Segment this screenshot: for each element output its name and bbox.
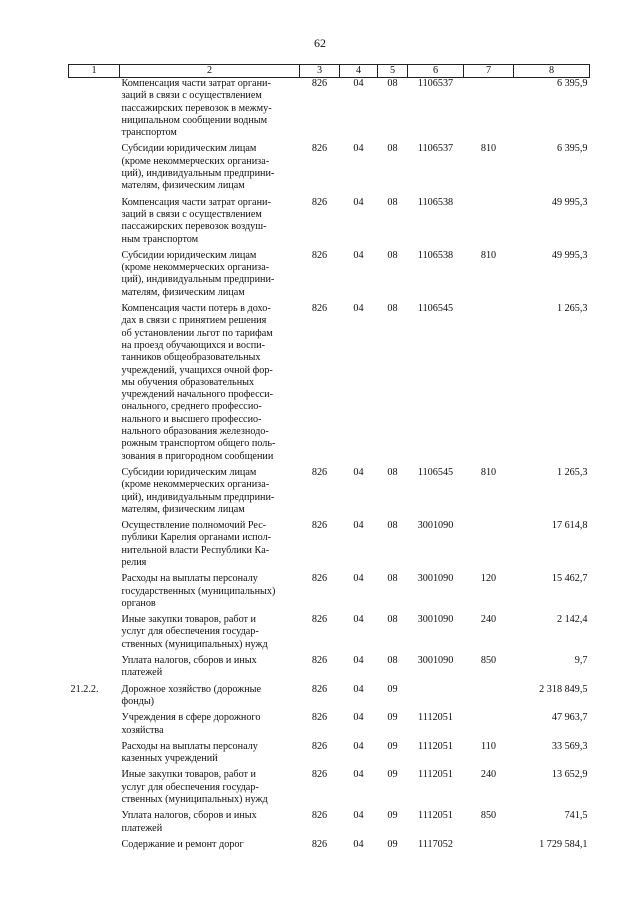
ministry-code: 826 — [311, 466, 328, 478]
description-line: платежей — [121, 667, 163, 679]
expense-type-code: 810 — [480, 466, 497, 478]
description-line: ций), индивидуальным предприни- — [121, 168, 275, 180]
description-line: ций), индивидуальным предприни- — [121, 274, 275, 286]
subsection-number: 08 — [387, 249, 398, 261]
description-line: дах в связи с принятием решения — [121, 315, 267, 327]
table-row — [69, 78, 590, 144]
subsection-number: 08 — [387, 196, 398, 208]
table-header — [69, 65, 590, 78]
target-article-code: 1106538 — [417, 196, 454, 208]
amount-value: 6 395,9 — [556, 78, 588, 89]
expense-type-code — [464, 684, 514, 713]
description-line: заций в связи с осуществлением — [121, 90, 262, 102]
section-number: 04 — [353, 712, 364, 724]
header-col-6: 6 — [408, 65, 464, 78]
expense-type-code: 240 — [480, 614, 497, 626]
section-code — [69, 143, 120, 196]
subsection-number: 08 — [387, 143, 398, 155]
expense-type-code: 810 — [480, 143, 497, 155]
description-line: нительной власти Республики Ка- — [121, 544, 270, 556]
table-row — [69, 741, 590, 770]
expense-type-code — [464, 197, 514, 250]
table-body — [69, 78, 590, 856]
target-article-code: 3001090 — [417, 655, 454, 667]
description-line: мателям, физическим лицам — [121, 503, 245, 515]
expense-type-code: 850 — [480, 655, 497, 667]
description-line: Компенсация части затрат органи- — [121, 78, 271, 89]
item-description — [120, 839, 300, 855]
section-number: 04 — [353, 466, 364, 478]
description-line: хозяйства — [121, 724, 164, 736]
subsection-number: 08 — [387, 655, 398, 667]
item-description — [120, 78, 300, 144]
item-description — [120, 143, 300, 196]
target-article-code: 1112051 — [418, 810, 453, 822]
header-col-1: 1 — [69, 65, 120, 78]
table-row — [69, 614, 590, 655]
subsection-number: 08 — [387, 520, 398, 532]
header-col-5: 5 — [378, 65, 408, 78]
section-code — [69, 655, 120, 684]
ministry-code: 826 — [311, 683, 328, 695]
amount-value: 49 995,3 — [551, 249, 588, 261]
section-number: 04 — [353, 78, 364, 89]
description-line: Субсидии юридическим лицам — [121, 466, 257, 478]
table-row — [69, 143, 590, 196]
amount-value: 33 569,3 — [551, 740, 588, 752]
section-code — [69, 810, 120, 839]
description-line: Содержание и ремонт дорог — [121, 838, 244, 850]
description-line: Компенсация части потерь в дохо- — [121, 303, 271, 315]
description-line: Компенсация части затрат органи- — [121, 196, 271, 208]
section-number: 04 — [353, 303, 364, 315]
amount-value: 6 395,9 — [556, 143, 588, 155]
ministry-code: 826 — [311, 769, 328, 781]
section-number: 04 — [353, 810, 364, 822]
description-line: танников общеобразовательных — [121, 352, 261, 364]
description-line: зования в пригородном сообщении — [121, 450, 274, 462]
section-code — [69, 467, 120, 520]
description-line: Уплата налогов, сборов и иных — [121, 655, 257, 667]
target-article-code: 1112051 — [418, 740, 453, 752]
description-line: публики Карелия органами испол- — [121, 532, 272, 544]
expense-type-code: 850 — [480, 810, 497, 822]
expense-type-code: 810 — [480, 249, 497, 261]
description-line: ций), индивидуальным предприни- — [121, 491, 275, 503]
description-line: Иные закупки товаров, работ и — [121, 769, 256, 781]
target-article-code: 1106537 — [417, 78, 454, 89]
target-article-code: 1106537 — [417, 143, 454, 155]
item-description — [120, 684, 300, 713]
item-description — [120, 467, 300, 520]
item-description — [120, 712, 300, 741]
section-code — [69, 197, 120, 250]
section-number: 04 — [353, 655, 364, 667]
expense-type-code — [464, 520, 514, 573]
header-col-2: 2 — [120, 65, 300, 78]
target-article-code: 1106545 — [417, 466, 454, 478]
target-article-code: 3001090 — [417, 520, 454, 532]
description-line: ным транспортом — [121, 233, 199, 245]
ministry-code: 826 — [311, 810, 328, 822]
item-description — [120, 197, 300, 250]
section-number: 04 — [353, 520, 364, 532]
table-row — [69, 769, 590, 810]
section-number: 04 — [353, 683, 364, 695]
target-article-code: 1112051 — [418, 769, 453, 781]
ministry-code: 826 — [311, 143, 328, 155]
section-code — [69, 741, 120, 770]
description-line: Иные закупки товаров, работ и — [121, 614, 256, 626]
subsection-number: 09 — [387, 683, 398, 695]
description-line: заций в связи с осуществлением — [121, 208, 262, 220]
amount-value: 47 963,7 — [551, 712, 588, 724]
amount-value: 13 652,9 — [551, 769, 588, 781]
expense-type-code: 120 — [480, 573, 497, 585]
description-line: пассажирских перевозок воздуш- — [121, 221, 267, 233]
description-line: мателям, физическим лицам — [121, 286, 245, 298]
description-line: государственных (муниципальных) — [121, 585, 276, 597]
item-description — [120, 769, 300, 810]
section-code — [69, 520, 120, 573]
table-row — [69, 303, 590, 467]
description-line: на проезд обучающихся и воспи- — [121, 339, 265, 351]
amount-value: 49 995,3 — [551, 196, 588, 208]
table-row — [69, 250, 590, 303]
table-row — [69, 197, 590, 250]
description-line: казенных учреждений — [121, 753, 218, 765]
description-line: учреждений, учащихся очной фор- — [121, 364, 273, 376]
table-row — [69, 684, 590, 713]
section-code — [69, 839, 120, 855]
section-code — [69, 712, 120, 741]
section-code — [69, 78, 120, 144]
section-number: 04 — [353, 196, 364, 208]
target-article-code: 1117052 — [418, 838, 453, 850]
target-article-code: 3001090 — [417, 573, 454, 585]
target-article-code: 1112051 — [418, 712, 453, 724]
subsection-number: 08 — [387, 78, 398, 89]
ministry-code: 826 — [311, 78, 328, 89]
table-row — [69, 712, 590, 741]
subsection-number: 09 — [387, 769, 398, 781]
section-code — [69, 614, 120, 655]
item-description — [120, 250, 300, 303]
subsection-number: 09 — [387, 740, 398, 752]
description-line: (кроме некоммерческих организа- — [121, 155, 270, 167]
description-line: Субсидии юридическим лицам — [121, 143, 257, 155]
section-number: 04 — [353, 769, 364, 781]
description-line: Расходы на выплаты персоналу — [121, 740, 258, 752]
amount-value: 9,7 — [574, 655, 588, 667]
section-number: 04 — [353, 249, 364, 261]
ministry-code: 826 — [311, 838, 328, 850]
description-line: ственных (муниципальных) нужд — [121, 638, 268, 650]
expense-type-code: 240 — [480, 769, 497, 781]
item-description — [120, 614, 300, 655]
description-line: Уплата налогов, сборов и иных — [121, 810, 257, 822]
section-code: 21.2.2. — [70, 683, 99, 695]
item-description — [120, 655, 300, 684]
subsection-number: 09 — [387, 810, 398, 822]
description-line: пассажирских перевозок в межму- — [121, 102, 272, 114]
subsection-number: 08 — [387, 614, 398, 626]
description-line: мы обучения образовательных — [121, 376, 255, 388]
expense-type-code — [464, 712, 514, 741]
description-line: нального образования железнодо- — [121, 426, 269, 438]
ministry-code: 826 — [311, 520, 328, 532]
ministry-code: 826 — [311, 573, 328, 585]
expense-type-code — [464, 303, 514, 467]
section-code — [69, 769, 120, 810]
description-line: релия — [121, 556, 147, 568]
description-line: Учреждения в сфере дорожного — [121, 712, 261, 724]
expense-type-code — [464, 839, 514, 855]
description-line: нального и высшего профессио- — [121, 413, 262, 425]
ministry-code: 826 — [311, 614, 328, 626]
item-description — [120, 303, 300, 467]
description-line: (кроме некоммерческих организа- — [121, 479, 270, 491]
section-number: 04 — [353, 740, 364, 752]
description-line: Расходы на выплаты персоналу — [121, 573, 258, 585]
amount-value: 2 318 849,5 — [539, 683, 588, 695]
amount-value: 15 462,7 — [551, 573, 588, 585]
target-article-code: 1106545 — [417, 303, 454, 315]
ministry-code: 826 — [311, 712, 328, 724]
description-line: транспортом — [121, 127, 177, 139]
description-line: Дорожное хозяйство (дорожные — [121, 683, 262, 695]
section-code — [69, 250, 120, 303]
section-code — [69, 303, 120, 467]
header-col-7: 7 — [464, 65, 514, 78]
section-number: 04 — [353, 573, 364, 585]
subsection-number: 08 — [387, 573, 398, 585]
section-number: 04 — [353, 614, 364, 626]
header-row — [69, 65, 590, 78]
item-description — [120, 520, 300, 573]
description-line: мателям, физическим лицам — [121, 180, 245, 192]
description-line: Осуществление полномочий Рес- — [121, 520, 267, 532]
description-line: ниципальном сообщении водным — [121, 114, 268, 126]
description-line: платежей — [121, 822, 163, 834]
target-article-code: 1106538 — [417, 249, 454, 261]
description-line: органов — [121, 597, 156, 609]
table-row — [69, 655, 590, 684]
header-col-3: 3 — [300, 65, 340, 78]
description-line: ственных (муниципальных) нужд — [121, 794, 268, 806]
section-code — [69, 573, 120, 614]
subsection-number: 08 — [387, 466, 398, 478]
expense-type-code — [464, 78, 514, 144]
amount-value: 1 729 584,1 — [539, 838, 588, 850]
subsection-number: 09 — [387, 838, 398, 850]
amount-value: 2 142,4 — [556, 614, 588, 626]
ministry-code: 826 — [311, 303, 328, 315]
table-row — [69, 467, 590, 520]
description-line: услуг для обеспечения государ- — [121, 626, 259, 638]
table-row — [69, 520, 590, 573]
table-row — [69, 810, 590, 839]
ministry-code: 826 — [311, 249, 328, 261]
ministry-code: 826 — [311, 655, 328, 667]
description-line: рожным транспортом общего поль- — [121, 438, 276, 450]
amount-value: 1 265,3 — [556, 466, 588, 478]
page-number: 62 — [314, 36, 326, 50]
table-row — [69, 573, 590, 614]
description-line: (кроме некоммерческих организа- — [121, 262, 270, 274]
description-line: об установлении льгот по тарифам — [121, 327, 273, 339]
description-line: онального, среднего профессио- — [121, 401, 262, 413]
budget-table — [68, 64, 590, 855]
subsection-number: 09 — [387, 712, 398, 724]
target-article-code — [408, 684, 464, 713]
description-line: услуг для обеспечения государ- — [121, 781, 259, 793]
target-article-code: 3001090 — [417, 614, 454, 626]
table-row — [69, 839, 590, 855]
expense-type-code: 110 — [481, 740, 496, 752]
description-line: учреждений начального професси- — [121, 389, 274, 401]
ministry-code: 826 — [311, 196, 328, 208]
item-description — [120, 741, 300, 770]
subsection-number: 08 — [387, 303, 398, 315]
item-description — [120, 810, 300, 839]
section-number: 04 — [353, 143, 364, 155]
ministry-code: 826 — [311, 740, 328, 752]
amount-value: 17 614,8 — [551, 520, 588, 532]
description-line: фонды) — [121, 695, 155, 707]
description-line: Субсидии юридическим лицам — [121, 249, 257, 261]
header-col-4: 4 — [340, 65, 378, 78]
amount-value: 1 265,3 — [556, 303, 588, 315]
section-number: 04 — [353, 838, 364, 850]
item-description — [120, 573, 300, 614]
amount-value: 741,5 — [564, 810, 588, 822]
header-col-8: 8 — [514, 65, 590, 78]
